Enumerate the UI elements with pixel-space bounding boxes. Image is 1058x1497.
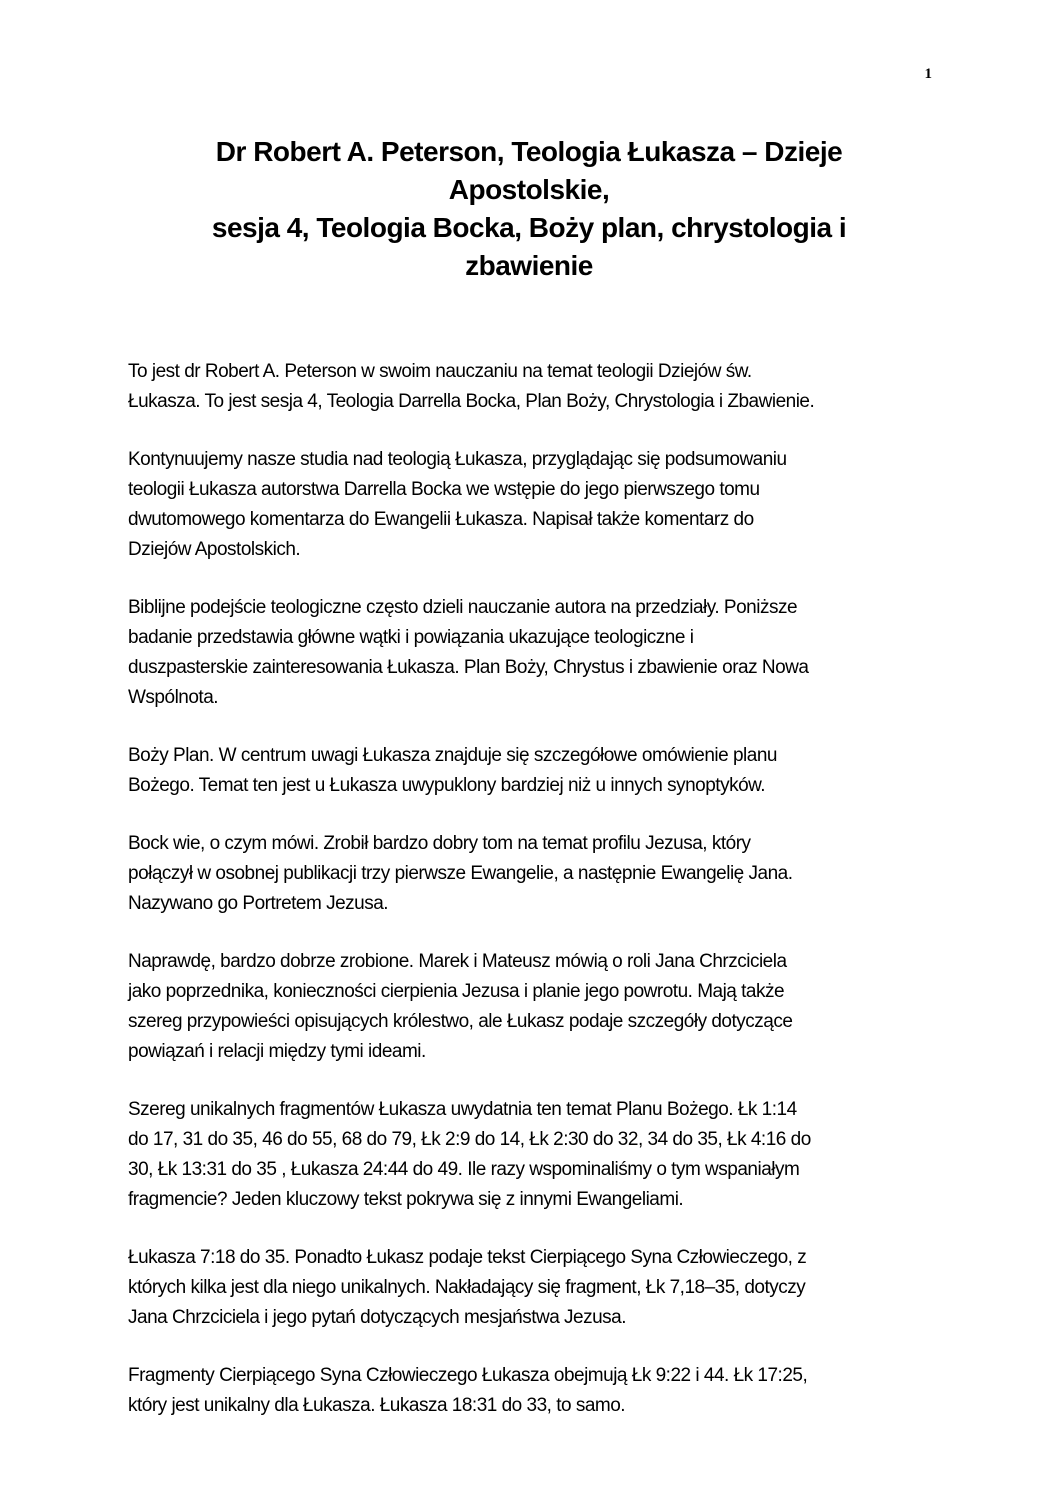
text-line: Bożego. Temat ten jest u Łukasza uwypuklony bardziej niż u innych synoptyków.	[128, 775, 766, 796]
text-line: jako poprzednika, konieczności cierpienia Jezusa i planie jego powrotu. Mają także	[128, 981, 785, 1002]
text-line: Łukasza 7:18 do 35. Ponadto Łukasz podaje tekst Cierpiącego Syna Człowieczego, z	[128, 1247, 807, 1268]
text-line: połączył w osobnej publikacji trzy pierwsze Ewangelie, a następnie Ewangelię Jana.	[128, 863, 793, 884]
text-line: Naprawdę, bardzo dobrze zrobione. Marek i Mateusz mówią o roli Jana Chrzciciela	[128, 951, 787, 972]
text-line: Łukasza. To jest sesja 4, Teologia Darrella Bocka, Plan Boży, Chrystologia i Zbawienie.	[128, 391, 815, 412]
text-line: który jest unikalny dla Łukasza. Łukasza 18:31 do 33, to samo.	[128, 1395, 626, 1416]
document-title	[128, 133, 930, 285]
text-line: do 17, 31 do 35, 46 do 55, 68 do 79, Łk 2:9 do 14, Łk 2:30 do 32, 34 do 35, Łk 4:16 do	[128, 1129, 811, 1150]
text-line: Bock wie, o czym mówi. Zrobił bardzo dobry tom na temat profilu Jezusa, który	[128, 833, 751, 854]
paragraph	[128, 445, 938, 565]
text-line: Kontynuujemy nasze studia nad teologią Łukasza, przyglądając się podsumowaniu	[128, 449, 787, 470]
text-line: szereg przypowieści opisujących królestwo, ale Łukasz podaje szczegóły dotyczące	[128, 1011, 793, 1032]
text-line: badanie przedstawia główne wątki i powiązania ukazujące teologiczne i	[128, 627, 694, 648]
text-line: teologii Łukasza autorstwa Darrella Bocka we wstępie do jego pierwszego tomu	[128, 479, 760, 500]
text-line: fragmencie? Jeden kluczowy tekst pokrywa się z innymi Ewangeliami.	[128, 1189, 684, 1210]
text-line: Biblijne podejście teologiczne często dzieli nauczanie autora na przedziały. Poniższe	[128, 597, 798, 618]
title-line: sesja 4, Teologia Bocka, Boży plan, chrystologia i	[211, 212, 847, 243]
paragraph	[128, 593, 938, 713]
page-number: 1	[924, 66, 932, 82]
text-line: 30, Łk 13:31 do 35 , Łukasza 24:44 do 49. Ile razy wspominaliśmy o tym wspaniałym	[128, 1159, 800, 1180]
text-line: których kilka jest dla niego unikalnych. Nakładający się fragment, Łk 7,18–35, dotyczy	[128, 1277, 806, 1298]
title-line: Dr Robert A. Peterson, Teologia Łukasza – Dzieje	[215, 136, 843, 167]
text-line: To jest dr Robert A. Peterson w swoim nauczaniu na temat teologii Dziejów św.	[128, 361, 752, 382]
text-line: Dziejów Apostolskich.	[128, 539, 301, 560]
paragraph	[128, 1243, 938, 1333]
paragraph-intro	[128, 357, 938, 417]
text-line: Jana Chrzciciela i jego pytań dotyczących mesjaństwa Jezusa.	[128, 1307, 627, 1328]
text-line: Fragmenty Cierpiącego Syna Człowieczego Łukasza obejmują Łk 9:22 i 44. Łk 17:25,	[128, 1365, 808, 1386]
text-line: powiązań i relacji między tymi ideami.	[128, 1041, 426, 1062]
text-line: Boży Plan. W centrum uwagi Łukasza znajduje się szczegółowe omówienie planu	[128, 745, 777, 766]
text-line: Szereg unikalnych fragmentów Łukasza uwydatnia ten temat Planu Bożego. Łk 1:14	[128, 1099, 797, 1120]
paragraph	[128, 829, 938, 919]
title-line: zbawienie	[465, 250, 593, 281]
text-line: Nazywano go Portretem Jezusa.	[128, 893, 389, 914]
paragraph	[128, 1095, 938, 1215]
paragraph	[128, 947, 938, 1067]
paragraph	[128, 741, 938, 801]
text-line: dwutomowego komentarza do Ewangelii Łukasza. Napisał także komentarz do	[128, 509, 754, 530]
title-line: Apostolskie,	[448, 174, 610, 205]
text-line: duszpasterskie zainteresowania Łukasza. Plan Boży, Chrystus i zbawienie oraz Nowa	[128, 657, 809, 678]
document-body	[128, 357, 938, 1449]
text-line: Wspólnota.	[128, 687, 219, 708]
paragraph	[128, 1361, 938, 1421]
